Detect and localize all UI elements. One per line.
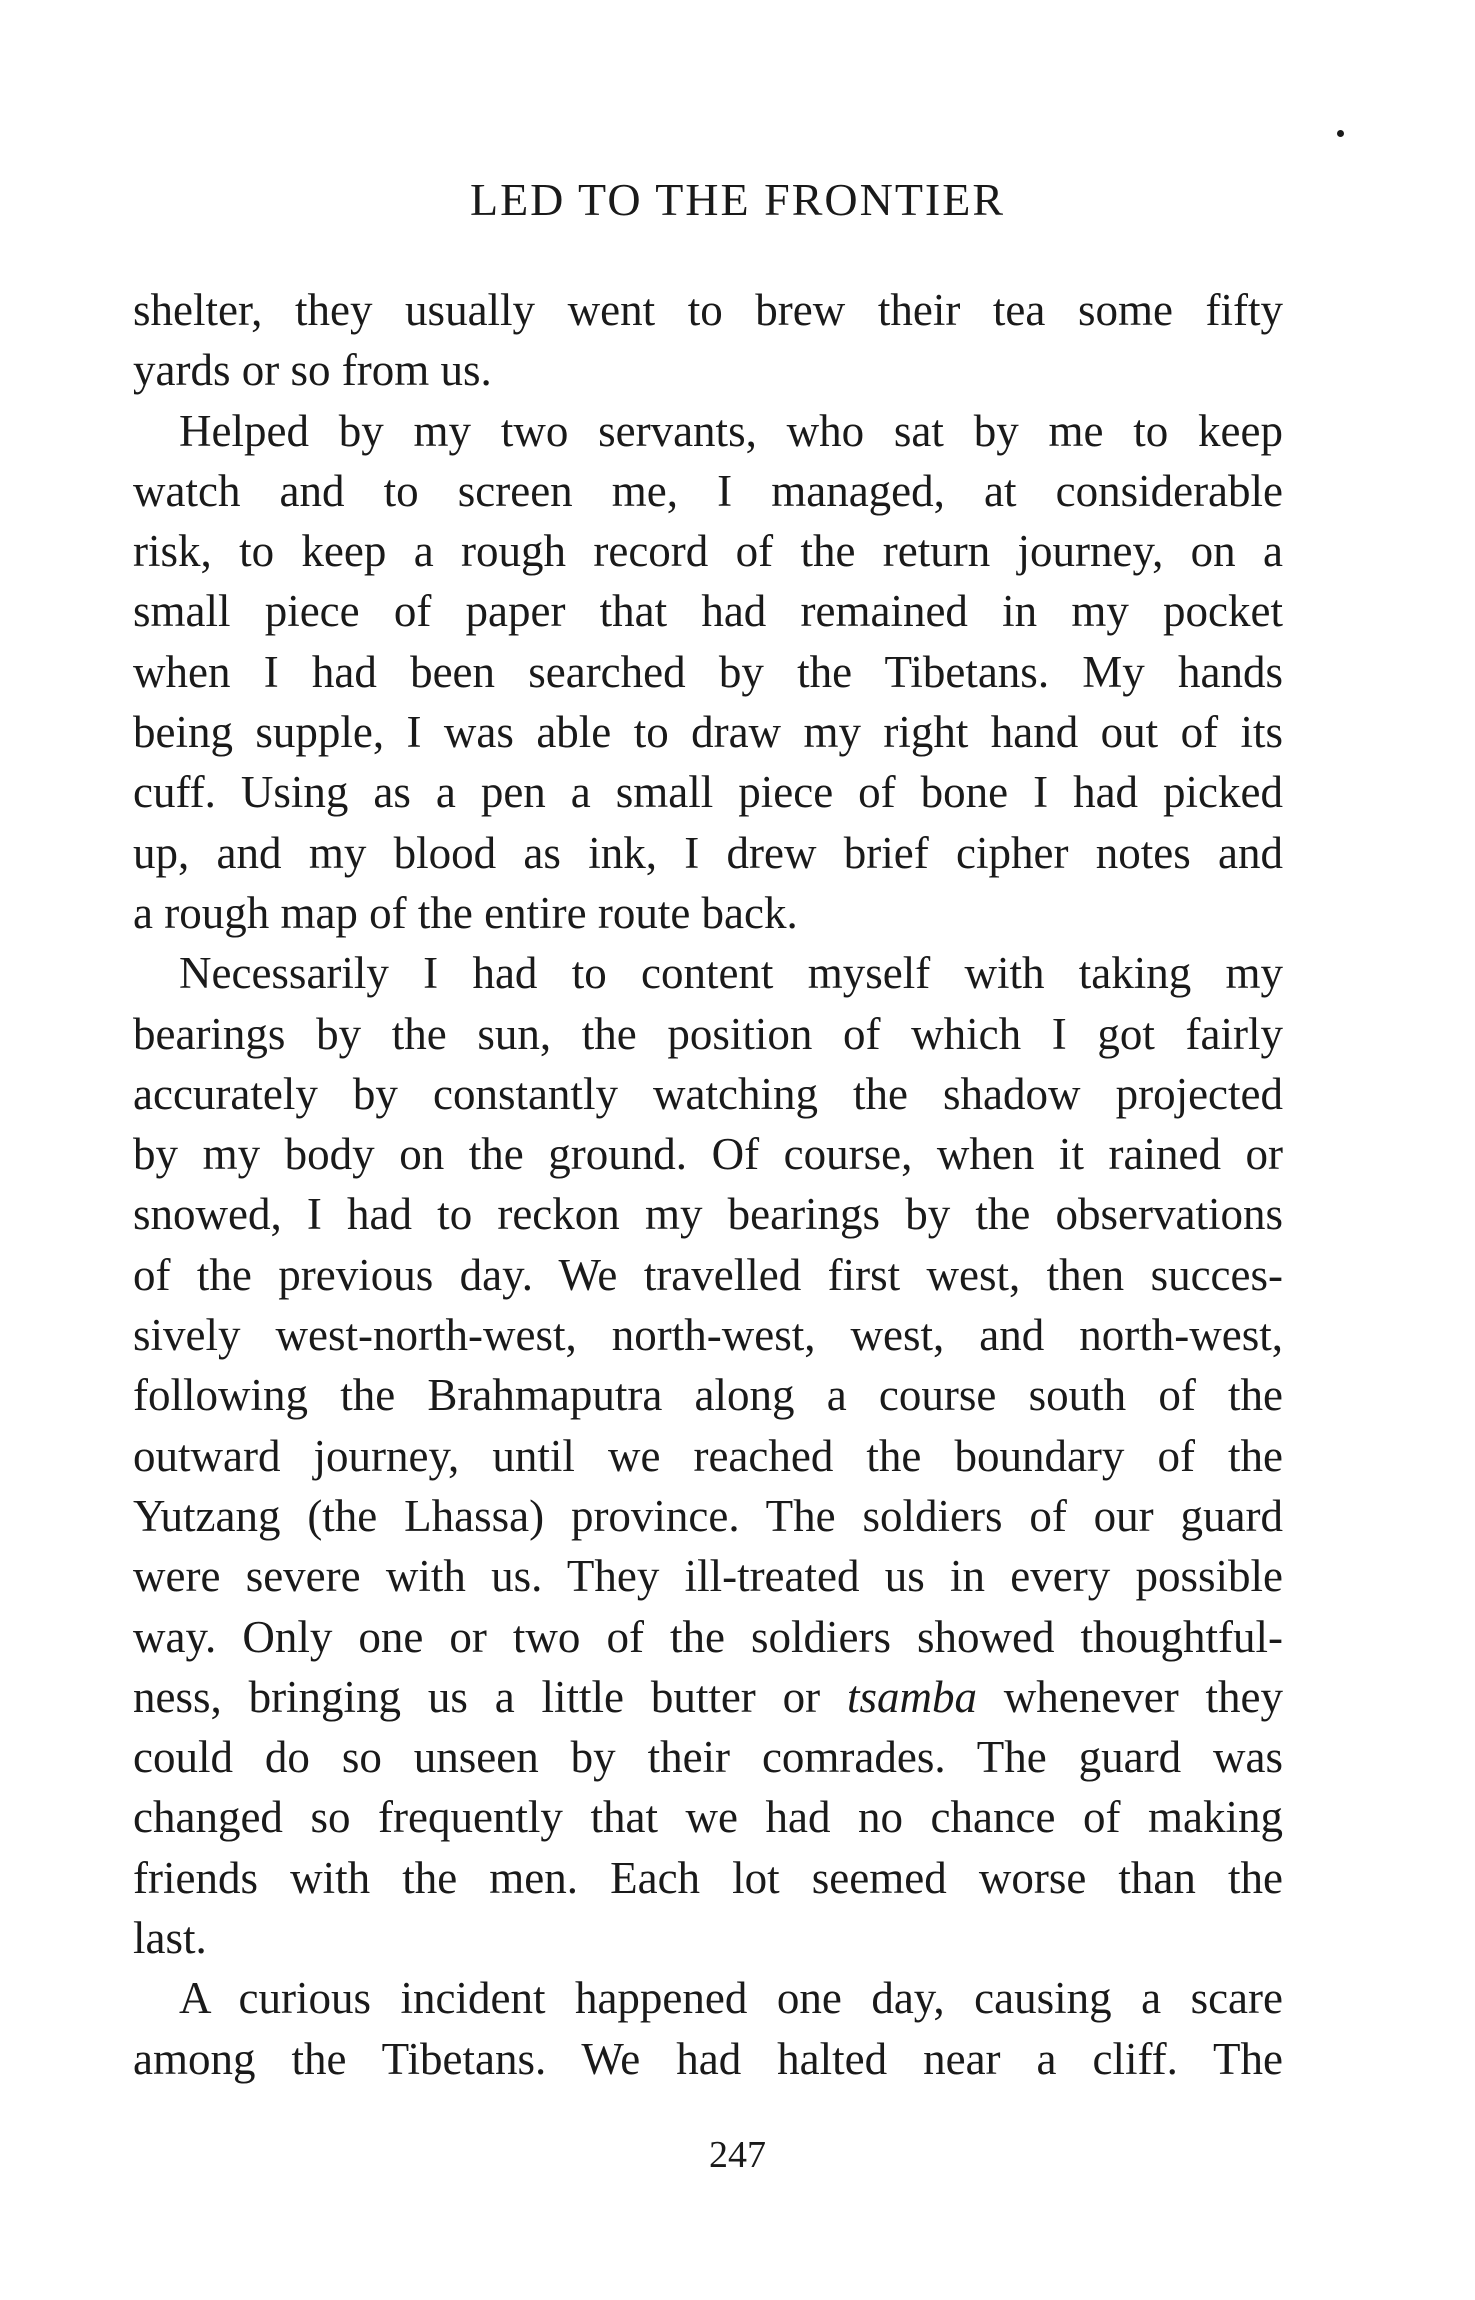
text-line: Yutzang (the Lhassa) province. The soldiers of our guard [133, 1490, 1283, 1541]
text-line: sively west-north-west, north-west, west, and north-west, [133, 1310, 1283, 1361]
text-line: could do so unseen by their comrades. The guard was [133, 1732, 1283, 1783]
text-line: small piece of paper that had remained in my pocket [133, 586, 1283, 637]
paragraph [133, 280, 1283, 401]
text-line: risk, to keep a rough record of the return journey, on a [133, 526, 1283, 577]
text-line: were severe with us. They ill-treated us in every possible [133, 1551, 1283, 1602]
text-line-tsamba: ness, bringing us a little butter or tsamba whenever they [133, 1671, 1283, 1722]
running-head: LED TO THE FRONTIER [469, 174, 1006, 225]
text-line: among the Tibetans. We had halted near a cliff. The [133, 2033, 1283, 2084]
text-line: following the Brahmaputra along a course south of the [133, 1370, 1283, 1421]
body-text [133, 280, 1283, 2089]
text-line: Helped by my two servants, who sat by me to keep [179, 405, 1283, 456]
page-number: 247 [709, 2134, 766, 2176]
text-line: bearings by the sun, the position of which I got fairly [133, 1008, 1283, 1059]
text-line: last. [133, 1913, 207, 1964]
text-line: friends with the men. Each lot seemed worse than the [133, 1852, 1283, 1903]
text-line: watch and to screen me, I managed, at considerable [133, 465, 1283, 516]
ink-dot [1337, 130, 1344, 137]
paragraph [133, 1968, 1283, 2089]
text-line: up, and my blood as ink, I drew brief cipher notes and [133, 827, 1283, 878]
paragraph [133, 401, 1283, 944]
text-line: by my body on the ground. Of course, when it rained or [133, 1129, 1283, 1180]
text-line: yards or so from us. [133, 345, 492, 396]
text-line: being supple, I was able to draw my right hand out of its [133, 707, 1283, 758]
text-line: a rough map of the entire route back. [133, 887, 798, 938]
text-line: snowed, I had to reckon my bearings by the observations [133, 1189, 1283, 1240]
text-line: A curious incident happened one day, causing a scare [179, 1973, 1283, 2024]
text-line: accurately by constantly watching the shadow projected [133, 1068, 1283, 1119]
text-line: Necessarily I had to content myself with taking my [179, 948, 1283, 999]
italic-term: tsamba [846, 1671, 977, 1722]
text-line: changed so frequently that we had no chance of making [133, 1792, 1283, 1843]
paragraph [133, 943, 1283, 1968]
text-line: of the previous day. We travelled first west, then succes- [133, 1249, 1283, 1300]
text-line: way. Only one or two of the soldiers showed thoughtful- [133, 1611, 1283, 1662]
text-line: shelter, they usually went to brew their tea some fifty [133, 285, 1283, 335]
text-line: when I had been searched by the Tibetans. My hands [133, 646, 1283, 697]
text-line: cuff. Using as a pen a small piece of bone I had picked [133, 767, 1283, 818]
text-line: outward journey, until we reached the boundary of the [133, 1430, 1283, 1481]
